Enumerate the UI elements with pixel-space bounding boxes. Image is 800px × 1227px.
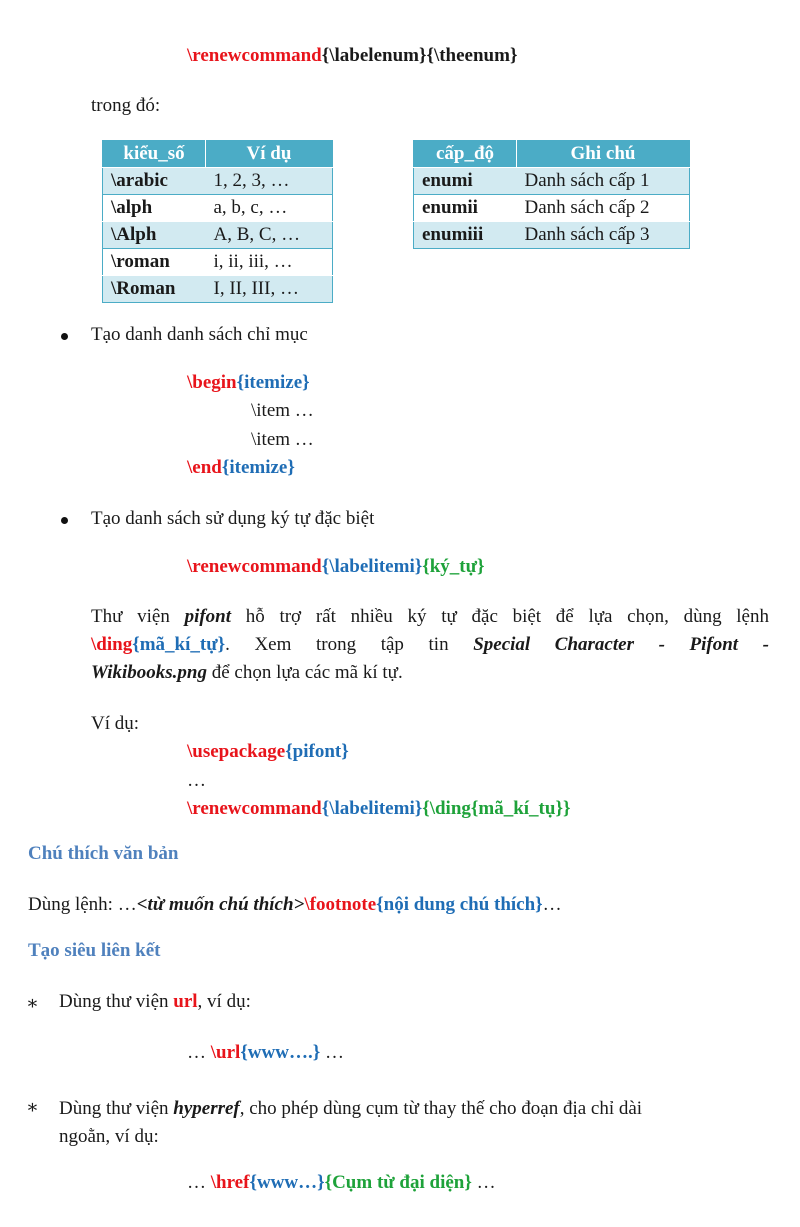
command-keyword: \usepackage xyxy=(187,741,286,762)
table-cell: 1, 2, 3, … xyxy=(206,168,333,195)
pifont-paragraph: Thư viện pifont hỗ trợ rất nhiều ký tự đặc biệt để lựa chọn, dùng lệnh \ding{mã_kí_tự}. Xem trong tập tin Special Character - Pifont - Wikibooks.png để chọn lựa các mã kí tự. xyxy=(91,606,769,683)
renewcommand-labelenum-line xyxy=(187,45,517,67)
table-cell: Danh sách cấp 2 xyxy=(517,195,690,222)
table-cell: i, ii, iii, … xyxy=(206,249,333,276)
command-arg: {nội dung chú thích} xyxy=(376,894,543,915)
bullet-dot-icon xyxy=(61,517,68,524)
command-arg: {pifont} xyxy=(285,741,349,762)
code-begin-itemize xyxy=(187,372,310,394)
command-arg: {mã_kí_tự} xyxy=(132,634,226,655)
footnote-usage-line: Dùng lệnh: …<từ muốn chú thích>\footnote{nội dung chú thích}… xyxy=(28,894,562,915)
command-arg: {\ding{mã_kí_tụ}} xyxy=(422,798,571,819)
command-keyword: \href xyxy=(210,1172,250,1193)
library-name: url xyxy=(173,991,198,1012)
code-renewcommand-ding xyxy=(187,798,570,820)
code-item-line: \item … xyxy=(251,429,314,450)
command-keyword: \renewcommand xyxy=(187,45,322,66)
command-arg: {\labelitemi} xyxy=(321,798,423,819)
library-name: hyperref xyxy=(173,1098,240,1119)
bullet-text: Tạo danh danh sách chỉ mục xyxy=(91,324,308,345)
table-header: Ghi chú xyxy=(517,141,690,168)
placeholder-text: <từ muốn chú thích> xyxy=(136,894,305,915)
command-keyword: \url xyxy=(210,1042,241,1063)
table-cell: \roman xyxy=(103,249,206,276)
asterisk-bullet-icon: ∗ xyxy=(26,993,39,1014)
renewcommand-labelitemi-line xyxy=(187,556,485,578)
command-arg: {Cụm từ đại diện} xyxy=(324,1172,472,1193)
table-cell: I, II, III, … xyxy=(206,276,333,303)
command-keyword: \ding xyxy=(91,634,133,655)
command-keyword: \begin xyxy=(187,372,237,393)
table-cell: enumiii xyxy=(414,222,517,249)
file-name: Special Character - Pifont - xyxy=(473,634,769,655)
table-cell: A, B, C, … xyxy=(206,222,333,249)
table-cell: \Alph xyxy=(103,222,206,249)
hyperref-item-text: Dùng thư viện hyperref, cho phép dùng cụm từ thay thế cho đoạn địa chỉ dài ngoằn, ví dụ: xyxy=(59,1098,643,1147)
table-cell: Danh sách cấp 1 xyxy=(517,168,690,195)
command-arg: {\theenum} xyxy=(426,45,518,66)
code-ellipsis: … xyxy=(187,770,206,791)
section-heading: Tạo siêu liên kết xyxy=(28,940,161,961)
table-cell: \arabic xyxy=(103,168,206,195)
table-row xyxy=(103,222,333,249)
section-heading: Chú thích văn bản xyxy=(28,843,179,864)
command-keyword: \footnote xyxy=(304,894,377,915)
level-table xyxy=(413,140,690,249)
table-cell: Danh sách cấp 3 xyxy=(517,222,690,249)
table-row xyxy=(103,249,333,276)
command-keyword: \renewcommand xyxy=(187,556,322,577)
table-header: cấp_độ xyxy=(414,141,517,168)
command-arg: {\labelitemi} xyxy=(321,556,423,577)
code-end-itemize xyxy=(187,457,295,479)
table-row xyxy=(414,222,690,249)
file-name: Wikibooks.png xyxy=(91,662,207,683)
vidu-label: Ví dụ: xyxy=(91,713,140,734)
table-cell: \Roman xyxy=(103,276,206,303)
command-arg: {ký_tự} xyxy=(422,556,485,577)
bullet-text: Tạo danh sách sử dụng ký tự đặc biệt xyxy=(91,508,375,529)
code-item-line: \item … xyxy=(251,400,314,421)
command-keyword: \end xyxy=(187,457,222,478)
bullet-dot-icon xyxy=(61,333,68,340)
code-url-line: … \url{www….} … xyxy=(187,1042,344,1063)
url-item-text: Dùng thư viện url, ví dụ: xyxy=(59,991,251,1012)
command-keyword: \renewcommand xyxy=(187,798,322,819)
asterisk-bullet-icon: ∗ xyxy=(26,1097,39,1118)
number-style-table xyxy=(102,140,333,303)
code-usepackage xyxy=(187,741,349,763)
table-row xyxy=(103,276,333,303)
table-row xyxy=(103,168,333,195)
table-header: Ví dụ xyxy=(206,141,333,168)
table-row xyxy=(414,195,690,222)
library-name: pifont xyxy=(184,606,232,627)
command-arg: {itemize} xyxy=(221,457,295,478)
table-header: kiểu_số xyxy=(103,141,206,168)
table-row xyxy=(103,195,333,222)
table-cell: enumii xyxy=(414,195,517,222)
table-cell: enumi xyxy=(414,168,517,195)
table-cell: a, b, c, … xyxy=(206,195,333,222)
command-arg: {itemize} xyxy=(236,372,310,393)
command-arg: {www….} xyxy=(240,1042,321,1063)
command-arg: {www…} xyxy=(249,1172,325,1193)
command-arg: {\labelenum} xyxy=(321,45,427,66)
trong-do-label: trong đó: xyxy=(91,95,161,116)
code-href-line: … \href{www…}{Cụm từ đại diện} … xyxy=(187,1172,496,1193)
table-row xyxy=(414,168,690,195)
table-cell: \alph xyxy=(103,195,206,222)
